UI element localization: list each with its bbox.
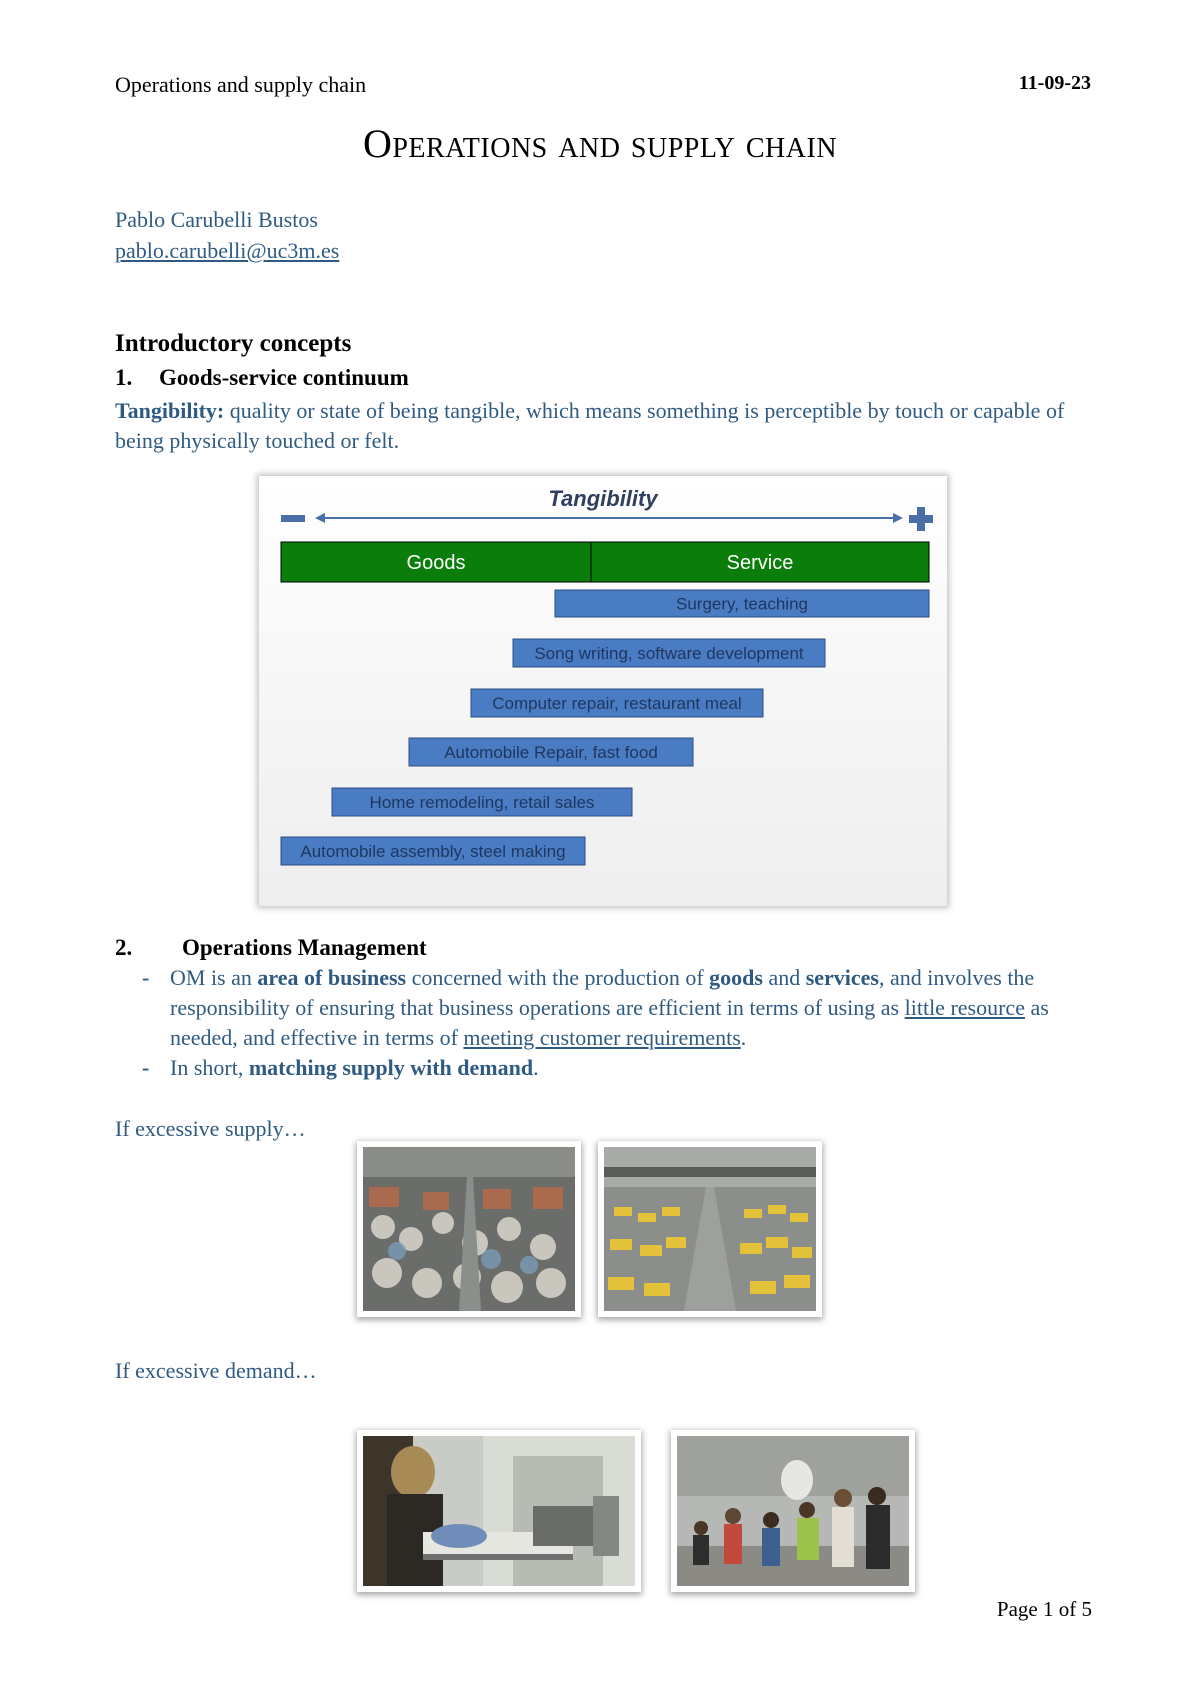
author-name: Pablo Carubelli Bustos (115, 207, 318, 232)
continuum-item (471, 689, 763, 717)
continuum-item (281, 837, 585, 865)
text-run: and (762, 965, 806, 990)
bullet-dash: - (142, 965, 150, 990)
store-queue-photo (671, 1430, 915, 1592)
service-label: Service (726, 552, 794, 574)
om-bullet-list (140, 963, 1100, 1083)
subsection-number: 1. (115, 365, 133, 390)
subsection-heading-1 (115, 365, 409, 391)
continuum-item-label: Home remodeling, retail sales (369, 793, 595, 812)
text-run: . (533, 1055, 539, 1080)
figure-title: Tangibility (548, 486, 658, 511)
warehouse-coils-image (363, 1147, 575, 1311)
emphasis: services (805, 965, 879, 990)
minus-icon (281, 515, 305, 522)
definition-text: quality or state of being tangible, which means something is perceptible by touch or capable of being physically touched or felt. (115, 398, 1065, 453)
text-run: In short, (170, 1055, 249, 1080)
steel-coils-photo (357, 1141, 581, 1317)
text-run: OM is an (170, 965, 258, 990)
continuum-item-label: Song writing, software development (534, 644, 804, 663)
subsection-title: Operations Management (182, 935, 427, 960)
continuum-item (555, 590, 929, 617)
continuum-item (409, 738, 693, 766)
continuum-item (513, 639, 825, 667)
text-run: , and involves the responsibility of ensuring that business operations are efficient in terms of using as (170, 965, 1035, 1020)
bullet-dash: - (142, 1055, 150, 1080)
text-run: as needed, and effective in terms of (170, 995, 1049, 1050)
continuum-item (332, 788, 632, 816)
page-number: Page 1 of 5 (996, 1597, 1092, 1621)
excessive-supply-caption: If excessive supply… (115, 1116, 306, 1141)
document-title: Operations and supply chain (362, 121, 838, 166)
underlined-text: little resource (904, 995, 1025, 1020)
emphasis: goods (709, 965, 763, 990)
section-heading-introductory: Introductory concepts (115, 330, 352, 357)
hospital-beds-image (363, 1436, 635, 1586)
continuum-item-label: Automobile Repair, fast food (444, 743, 658, 762)
header-date: 11-09-23 (1018, 72, 1091, 94)
queue-people-image (677, 1436, 909, 1586)
goods-label: Goods (406, 552, 466, 574)
list-item (140, 1053, 1100, 1083)
continuum-item-label: Surgery, teaching (676, 594, 808, 614)
subsection-title: Goods-service continuum (159, 365, 409, 390)
tangibility-figure (259, 476, 947, 906)
taxi-queue-photo (598, 1141, 822, 1317)
list-item (140, 963, 1100, 1053)
running-header: Operations and supply chain (115, 72, 367, 97)
author-email-link[interactable]: pablo.carubelli@uc3m.es (115, 238, 340, 263)
text-run: concerned with the production of (406, 965, 710, 990)
subsection-heading-2 (115, 935, 427, 961)
hospital-corridor-photo (357, 1430, 641, 1592)
continuum-item-label: Automobile assembly, steel making (300, 842, 566, 861)
text-run: . (740, 1025, 747, 1050)
emphasis: area of business (257, 965, 407, 990)
term-tangibility: Tangibility: (115, 398, 225, 423)
excessive-demand-caption: If excessive demand… (115, 1358, 317, 1383)
emphasis: matching supply with demand (248, 1055, 534, 1080)
underlined-text: meeting customer requirements (463, 1025, 741, 1050)
subsection-number: 2. (115, 935, 133, 960)
tangibility-diagram (259, 476, 947, 906)
taxi-lot-image (604, 1147, 816, 1311)
continuum-item-label: Computer repair, restaurant meal (492, 694, 742, 713)
tangibility-definition (115, 396, 1075, 456)
